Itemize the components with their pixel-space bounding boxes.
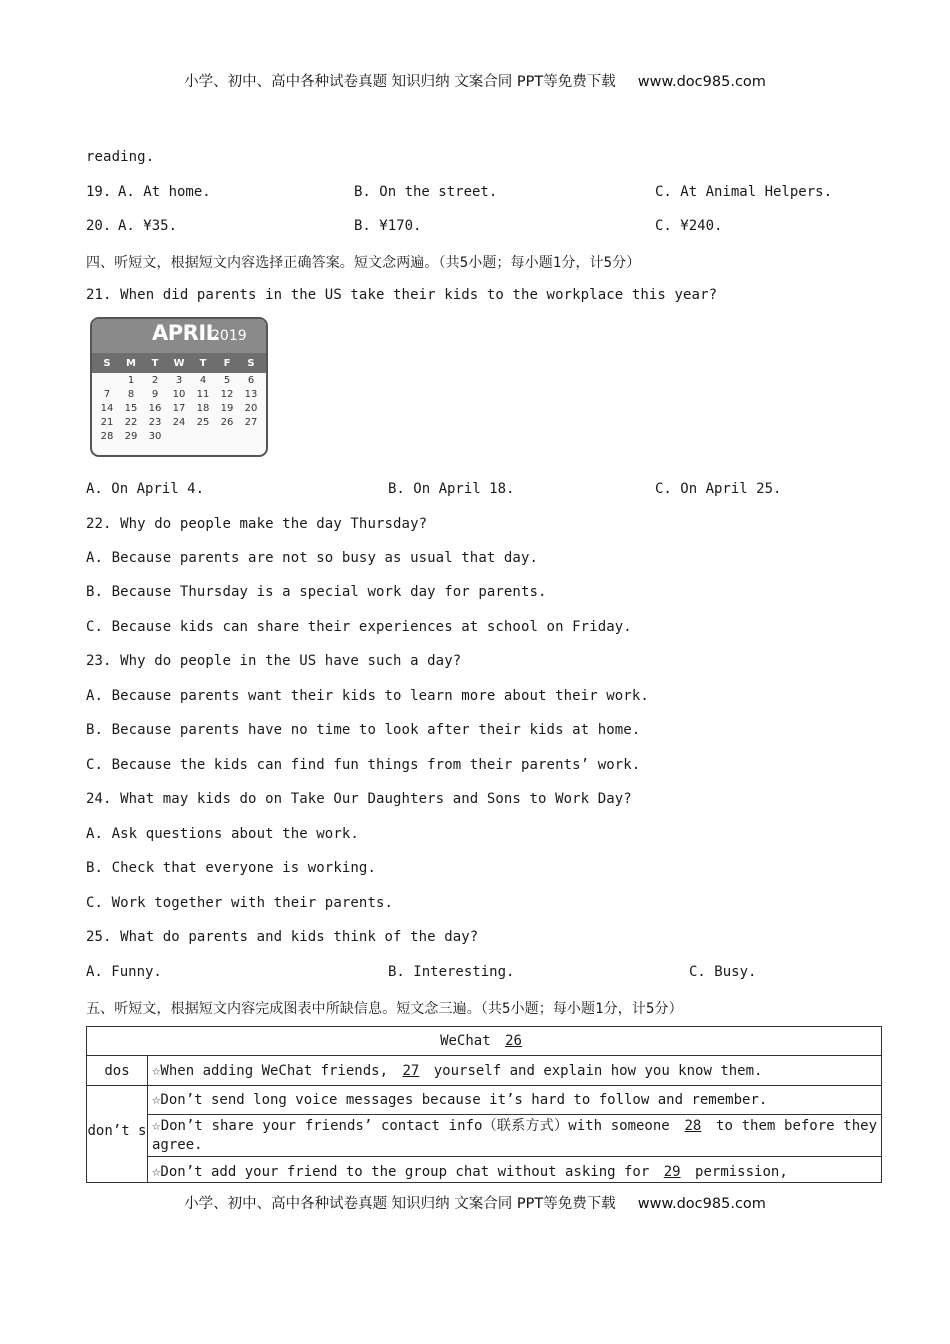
table-title: WeChat [440, 1033, 491, 1049]
q25-option-b[interactable]: B. Interesting. [388, 964, 515, 980]
page-footer [0, 1192, 950, 1213]
table-cut-line [86, 1182, 882, 1183]
q24-option-b[interactable]: B. Check that everyone is working. [86, 860, 376, 876]
calendar-day [167, 431, 191, 442]
calendar-weekdays [92, 353, 266, 373]
calendar-day: 5 [223, 375, 231, 386]
blank-27[interactable]: 27 [402, 1062, 420, 1079]
dos-text [148, 1056, 882, 1086]
calendar-day: 27 [244, 417, 258, 428]
wechat-table-wrapper [85, 1025, 885, 1183]
calendar-day: 23 [148, 417, 162, 428]
q21-option-b[interactable]: B. On April 18. [388, 481, 515, 497]
dos-label: dos [87, 1056, 148, 1086]
calendar-day: 21 [100, 417, 114, 428]
q24-question: 24. What may kids do on Take Our Daughters and Sons to Work Day? [86, 791, 632, 807]
q21-option-c[interactable]: C. On April 25. [655, 481, 782, 497]
calendar-day: 28 [100, 431, 114, 442]
dont-3-text [148, 1157, 882, 1184]
dont-3-post: permission, [695, 1163, 788, 1180]
q23-option-c[interactable]: C. Because the kids can find fun things from their parents’ work. [86, 757, 641, 773]
calendar-header [92, 319, 266, 353]
calendar-weekday: S [247, 357, 255, 369]
calendar-day: 25 [196, 417, 210, 428]
calendar-weekday: S [103, 357, 111, 369]
calendar-day [95, 375, 119, 386]
q19-option-b[interactable]: B. On the street. [354, 184, 498, 200]
blank-26[interactable]: 26 [505, 1033, 522, 1049]
calendar-day [215, 431, 239, 442]
section-4-heading: 四、听短文，根据短文内容选择正确答案。短文念两遍。（共5小题；每小题1分，计5分） [86, 255, 641, 271]
footer-text: 小学、初中、高中各种试卷真题 知识归纳 文案合同 PPT等免费下载 [184, 1196, 616, 1212]
table-title-cell [87, 1027, 882, 1056]
q22-option-c[interactable]: C. Because kids can share their experiences at school on Friday. [86, 619, 632, 635]
calendar-weekday: T [199, 357, 207, 369]
calendar-day: 11 [196, 389, 210, 400]
q24-option-a[interactable]: A. Ask questions about the work. [86, 826, 359, 842]
q25-question: 25. What do parents and kids think of the day? [86, 929, 479, 945]
calendar-day: 10 [172, 389, 186, 400]
calendar-weekday: W [173, 357, 185, 369]
section-5-heading: 五、听短文，根据短文内容完成图表中所缺信息。短文念三遍。（共5小题；每小题1分，计5分） [86, 1001, 683, 1017]
calendar-weekday: T [151, 357, 159, 369]
calendar-day: 15 [124, 403, 138, 414]
calendar-day: 18 [196, 403, 210, 414]
calendar-days [92, 373, 266, 442]
calendar-day [191, 431, 215, 442]
q23-option-b[interactable]: B. Because parents have no time to look after their kids at home. [86, 722, 641, 738]
calendar-day: 14 [100, 403, 114, 414]
q19-label: 19. [86, 184, 112, 200]
q20-option-b[interactable]: B. ¥170. [354, 218, 422, 234]
calendar-day: 19 [220, 403, 234, 414]
blank-28[interactable]: 28 [684, 1117, 702, 1134]
page-header [0, 70, 950, 91]
calendar-day: 8 [127, 389, 135, 400]
header-text: 小学、初中、高中各种试卷真题 知识归纳 文案合同 PPT等免费下载 [184, 74, 616, 90]
calendar-month: APRIL [152, 321, 219, 345]
calendar-day: 29 [124, 431, 138, 442]
dos-pre: ☆When adding WeChat friends, [152, 1062, 389, 1079]
calendar-day: 4 [199, 375, 207, 386]
blank-29[interactable]: 29 [663, 1163, 681, 1180]
q20-label: 20. [86, 218, 112, 234]
calendar-day: 17 [172, 403, 186, 414]
dont-row-3 [87, 1157, 882, 1184]
dos-row [87, 1056, 882, 1086]
reading-fragment: reading. [86, 149, 155, 165]
calendar-day: 26 [220, 417, 234, 428]
q19-option-c[interactable]: C. At Animal Helpers. [655, 184, 833, 200]
dont-2-text [148, 1115, 882, 1157]
calendar-image [90, 317, 268, 457]
calendar-day: 7 [103, 389, 111, 400]
q21-option-a[interactable]: A. On April 4. [86, 481, 205, 497]
footer-url[interactable]: www.doc985.com [637, 1196, 766, 1212]
calendar-day: 20 [244, 403, 258, 414]
calendar-day: 3 [175, 375, 183, 386]
calendar-year: 2019 [211, 328, 247, 344]
calendar-day: 22 [124, 417, 138, 428]
q25-option-c[interactable]: C. Busy. [689, 964, 757, 980]
calendar-day: 2 [151, 375, 159, 386]
dont-row-1 [87, 1086, 882, 1115]
calendar-day: 16 [148, 403, 162, 414]
header-url[interactable]: www.doc985.com [637, 74, 766, 90]
calendar-day: 13 [244, 389, 258, 400]
dont-1-text: ☆Don’t send long voice messages because it’s hard to follow and remember. [148, 1086, 882, 1115]
q21-question: 21. When did parents in the US take their kids to the workplace this year? [86, 287, 718, 303]
q22-question: 22. Why do people make the day Thursday? [86, 516, 428, 532]
donts-label: don’t s [87, 1086, 148, 1184]
calendar-weekday: M [126, 357, 136, 369]
q25-option-a[interactable]: A. Funny. [86, 964, 162, 980]
table-title-row [87, 1027, 882, 1056]
calendar-day: 9 [151, 389, 159, 400]
calendar-weekday: F [223, 357, 231, 369]
q23-option-a[interactable]: A. Because parents want their kids to learn more about their work. [86, 688, 649, 704]
calendar-day: 30 [148, 431, 162, 442]
q23-question: 23. Why do people in the US have such a day? [86, 653, 462, 669]
calendar-day: 1 [127, 375, 135, 386]
q24-option-c[interactable]: C. Work together with their parents. [86, 895, 394, 911]
dos-post: yourself and explain how you know them. [433, 1062, 763, 1079]
dont-2-post: to them before they agree. [152, 1117, 878, 1153]
q19-option-a[interactable]: A. At home. [118, 184, 211, 200]
dont-3-pre: ☆Don’t add your friend to the group chat without asking for [152, 1163, 650, 1180]
calendar-day: 12 [220, 389, 234, 400]
calendar-day: 6 [247, 375, 255, 386]
wechat-table [86, 1026, 882, 1183]
q20-option-c[interactable]: C. ¥240. [655, 218, 723, 234]
calendar-day: 24 [172, 417, 186, 428]
dont-row-2 [87, 1115, 882, 1157]
q20-option-a[interactable]: A. ¥35. [118, 218, 178, 234]
dont-2-pre: ☆Don’t share your friends’ contact info（联系方式）with someone [152, 1117, 670, 1134]
q22-option-a[interactable]: A. Because parents are not so busy as usual that day. [86, 550, 539, 566]
q22-option-b[interactable]: B. Because Thursday is a special work day for parents. [86, 584, 547, 600]
calendar-day [239, 431, 263, 442]
